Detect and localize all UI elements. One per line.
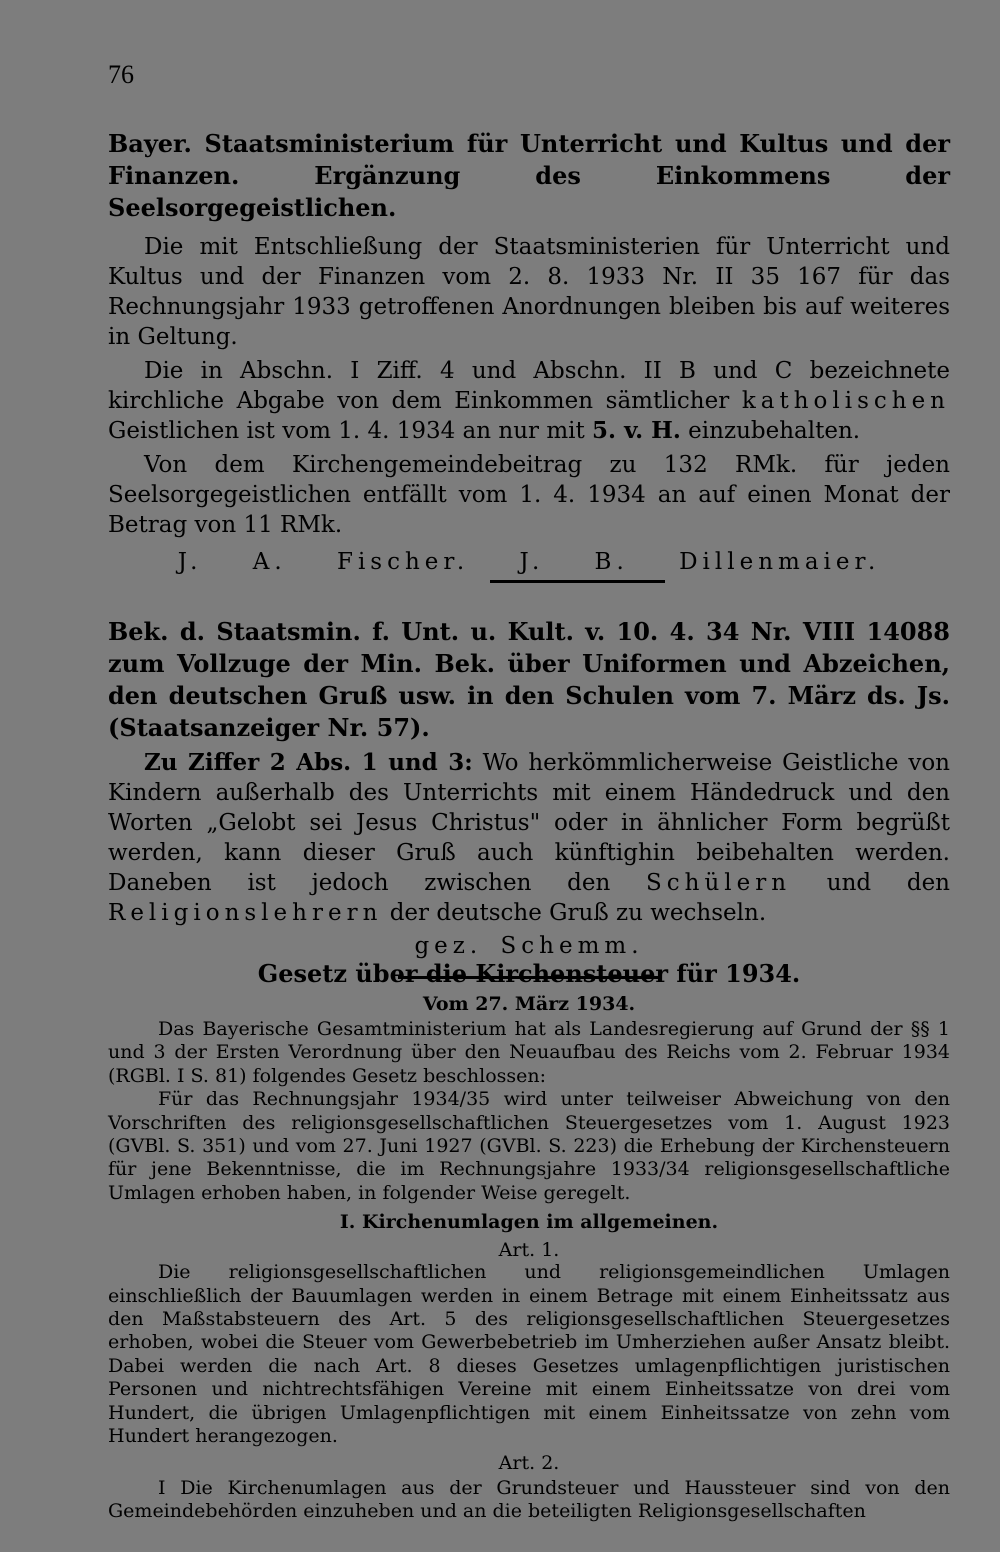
law-intro: Für das Rechnungsjahr 1934/35 wird unter teilweiser Abweichung von den Vorschriften des religionsgesellschaftlichen Steuergesetzes vom 1. August 1923 (GVBl. S. 351) und vom 27. Juni 1927 (GVBl. S. 223) die Erhebung der Kirchensteuern für jene Bekenntnisse, die im Rechnungsjahre 1933/34 religionsgesellschaftliche Umlagen erhoben haben, in folgender Weise geregelt. [108,1088,950,1204]
section2-lead: Zu Ziffer 2 Abs. 1 und 3: [144,749,473,776]
art1-label: Art. 1. [498,1239,560,1262]
section-school-greeting [108,616,950,979]
p2-spaced-word: katholischen [741,388,950,414]
section2-text-b: und den [791,870,950,896]
law-date: Vom 27. März 1934. [422,993,636,1015]
section2-text-a: Wo herkömmlicherweise Geistliche von Kindern außerhalb des Unterrichts mit einem Händedruck und den Worten „Gelobt sei Jesus Christus" oder in ähnlicher Form begrüßt werden, kann dieser Gruß auch künftighin beibehalten werden. Daneben ist jedoch zwischen den [108,750,950,896]
section1-heading: Bayer. Staatsministerium für Unterricht und Kultus und der Finanzen. Ergänzung des Einkommens der Seelsorgegeistlichen. [108,129,950,222]
page-number: 76 [108,60,134,89]
law-preamble: Das Bayerische Gesamtministerium hat als Landesregierung auf Grund der §§ 1 und 3 der Ersten Verordnung über den Neuaufbau des Reichs vom 2. Februar 1934 (RGBl. I S. 81) folgendes Gesetz beschlossen: [108,1018,950,1087]
section2-text-c: der deutsche Gruß zu wechseln. [382,900,767,926]
law-subheading: I. Kirchenumlagen im allgemeinen. [339,1211,719,1234]
section2-spaced-1: Schülern [646,870,792,896]
p2-bold-rate: 5. v. H. [592,417,681,444]
p2-text-c: einzubehalten. [680,418,861,444]
law-title: Gesetz über die Kirchensteuer für 1934. [257,959,801,988]
section1-paragraph-2 [108,356,950,446]
art1-text: Die religionsgesellschaftlichen und religionsgemeindlichen Umlagen einschließlich der Bauumlagen werden in einem Betrage mit einem Einheitssatz aus den Maßstabsteuern des Art. 5 des religionsgesellschaftlichen Steuergesetzes erhoben, wobei die Steuer vom Gewerbebetrieb im Umherziehen außer Ansatz bleibt. Dabei werden die nach Art. 8 dieses Gesetzes umlagenpflichtigen juristischen Personen und nichtrechtsfähigen Vereine mit einem Einheitssatze von drei vom Hundert, die übrigen Umlagenpflichtigen mit einem Einheitssatze von zehn vom Hundert herangezogen. [108,1261,950,1448]
section2-signature: gez. Schemm. [414,933,644,959]
section1-signature: J. A. Fischer. J. B. Dillenmaier. [177,549,881,575]
section1-paragraph-1: Die mit Entschließung der Staatsministerien für Unterricht und Kultus und der Finanzen vom 2. 8. 1933 Nr. II 35 167 für das Rechnungsjahr 1933 getroffenen Anordnungen bleiben bis auf weiteres in Geltung. [108,234,950,350]
section-ministry-notice [108,128,950,583]
section2-spaced-2: Religionslehrern [108,900,383,926]
art2-label: Art. 2. [498,1451,560,1474]
section2-heading: Bek. d. Staatsmin. f. Unt. u. Kult. v. 10. 4. 34 Nr. VIII 14088 zum Vollzuge der Min. Bek. über Uniformen und Abzeichen, den deutschen Gruß usw. in den Schulen vom 7. März ds. Js. (Staatsanzeiger Nr. 57). [108,617,950,742]
p2-text-a: Die in Abschn. I Ziff. 4 und Abschn. II B und C bezeichnete kirchliche Abgabe von dem Einkommen sämtlicher [108,358,950,414]
art2-text: I Die Kirchenumlagen aus der Grundsteuer und Haussteuer sind von den Gemeindebehörden einzuheben und an die beteiligten Religionsgesellschaften [108,1476,950,1522]
section1-paragraph-3: Von dem Kirchengemeindebeitrag zu 132 RMk. für jeden Seelsorgegeistlichen entfällt vom 1. 4. 1934 an auf einen Monat der Betrag von 11 RMk. [108,452,950,538]
section-church-tax-law [108,958,950,1523]
p2-text-b: Geistlichen ist vom 1. 4. 1934 an nur mit [108,418,593,444]
divider-rule-1 [490,580,665,583]
section2-paragraph-1 [108,748,950,928]
